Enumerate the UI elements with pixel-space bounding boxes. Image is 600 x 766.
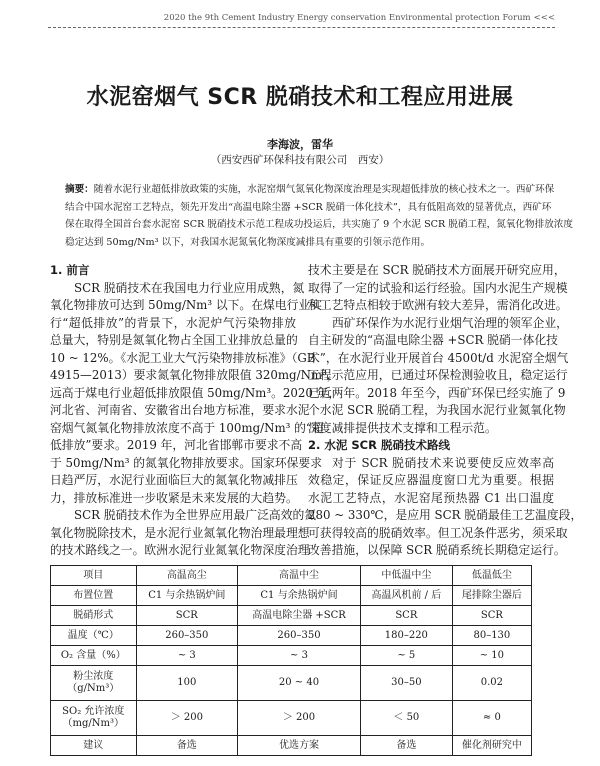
body-column-left (50, 262, 341, 560)
body-text-line: 10 ~ 12%。《水泥工业大气污染物排放标准》（GB (50, 350, 316, 365)
abstract-line (65, 183, 555, 201)
table-cell: ＞ 200 (136, 701, 238, 736)
body-text-line: 和工艺特点相较于欧洲有较大差异，需消化改进。 (308, 298, 568, 312)
table-row (51, 586, 532, 606)
running-header (48, 12, 555, 28)
body-text-line: 总量大，特别是氮氧化物占全国工业排放总量的 (50, 333, 298, 347)
body-text-line: 取得了一定的试验和运行经验。国内水泥生产规模 (308, 280, 568, 295)
body-text-line: 自主研发的“高温电除尘器 +SCR 脱硝一体化技 (308, 333, 558, 347)
body-text-line: 西矿环保作为水泥行业烟气治理的领军企业， (332, 315, 568, 330)
table-row-label: 粉尘浓度 （g/Nm³） (51, 666, 137, 701)
body-text-line: SCR 脱硝技术作为全世界应用最广泛高效的氮 (74, 508, 317, 522)
body-text-line: 力，排放标准进一步收紧是未来发展的大趋势。 (50, 490, 298, 505)
table-row (51, 626, 532, 646)
table-cell: C1 与余热锅炉间 (136, 586, 238, 606)
table-cell: 高温风机前 / 后 (360, 586, 452, 606)
table-cell: 0.02 (452, 666, 531, 701)
body-text-line: 可获得较高的脱硝效率。但工况条件恶劣，须采取 (308, 525, 568, 540)
body-text-line: 窑烟气氮氧化物排放浓度不高于 100mg/Nm³ 的“超 (50, 420, 324, 435)
table-cell: 优选方案 (238, 736, 361, 756)
table-row-label: SO₂ 允许浓度 （mg/Nm³） (51, 701, 137, 736)
table-header-cell: 高温高尘 (136, 566, 238, 586)
page-title: 水泥窑烟气 SCR 脱硝技术和工程应用进展 (86, 85, 514, 110)
body-text-line: 的技术路线之一。欧洲水泥行业氮氧化物深度治理 (50, 543, 310, 557)
table-cell: 催化剂研究中 (452, 736, 531, 756)
table-cell: 30–50 (360, 666, 452, 701)
abstract-line: 结合中国水泥窑工艺特点，领先开发出“高温电除尘器 +SCR 脱硝一体化技术”，具有低阻高效的显著优点，西矿环 (65, 201, 552, 213)
table-cell: ~ 5 (360, 646, 452, 666)
body-text-line: 行“超低排放”的背景下，水泥炉气污染物排放 (50, 315, 296, 330)
table-cell: SCR (360, 606, 452, 626)
section-heading: 2. 水泥 SCR 脱硝技术路线 (308, 438, 450, 452)
body-text-line: 280 ~ 330℃，是应用 SCR 脱硝最佳工艺温度段， (308, 508, 583, 522)
table-header-cell: 高温中尘 (238, 566, 361, 586)
table-cell: 260–350 (238, 626, 361, 646)
table-cell: ~ 3 (136, 646, 238, 666)
affiliation: （西安西矿环保科技有限公司 西安） (210, 154, 390, 166)
body-text-line: 4915—2013）要求氮氧化物排放限值 320mg/Nm³， (50, 368, 339, 382)
table-row-label: 温度（℃） (51, 626, 137, 646)
abstract-line: 保在取得全国首台套水泥窑 SCR 脱硝技术示范工程成功投运后，共实施了 9 个水泥 SCR 脱硝工程，氮氧化物排放浓度 (65, 219, 573, 230)
body-text-line: 河北省、河南省、安徽省出台地方标准，要求水泥 (50, 403, 310, 417)
body-text-line: 氧化物排放可达到 50mg/Nm³ 以下。在煤电行业实 (50, 298, 323, 312)
authors: 李海波，雷华 (267, 138, 333, 151)
body-text-line: 氧化物脱除技术，是水泥行业氮氧化物治理最理想 (50, 525, 310, 540)
table-cell: 尾排除尘器后 (452, 586, 531, 606)
body-text-line: SCR 脱硝技术在我国电力行业应用成熟，氮 (74, 280, 305, 295)
abstract-line: 稳定达到 50mg/Nm³ 以下，对我国水泥氮氧化物深度减排具有重要的引领示范作用。 (65, 236, 431, 248)
body-text-line: 已近两年。2018 年至今，西矿环保已经实施了 9 (308, 385, 566, 400)
body-text-line: 个水泥 SCR 脱硝工程，为我国水泥行业氮氧化物 (308, 403, 566, 417)
body-text-line: 低排放”要求。2019 年，河北省邯郸市要求不高 (50, 438, 303, 452)
body-text-line: 远高于煤电行业超低排放限值 50mg/Nm³。2020 年， (50, 385, 341, 400)
body-text-line: 于 50mg/Nm³ 的氮氧化物排放要求。国家环保要求 (50, 455, 323, 470)
table-row-label: O₂ 含量（%） (51, 646, 137, 666)
table-cell: C1 与余热锅炉间 (238, 586, 361, 606)
body-text-line: 对于 SCR 脱硝技术来说要使反应效率高 (332, 455, 554, 470)
table-cell: 180–220 (360, 626, 452, 646)
table-row-label: 脱硝形式 (51, 606, 137, 626)
abstract (65, 183, 573, 253)
table-row (51, 666, 532, 701)
table-cell: 备选 (136, 736, 238, 756)
table-header-cell: 低温低尘 (452, 566, 531, 586)
table-row (51, 646, 532, 666)
table-cell: 高温电除尘器 +SCR (238, 606, 361, 626)
body-text-line: 改善措施，以保障 SCR 脱硝系统长期稳定运行。 (308, 543, 566, 557)
table-cell: SCR (136, 606, 238, 626)
table-header-cell: 项目 (51, 566, 137, 586)
table-row (51, 606, 532, 626)
body-text-line: 术”，在水泥行业开展首台 4500t/d 水泥窑全烟气 (308, 350, 569, 365)
table-cell: 20 ~ 40 (238, 666, 361, 701)
table-cell: ＜ 50 (360, 701, 452, 736)
table-row-label: 布置位置 (51, 586, 137, 606)
section-heading: 1. 前言 (50, 263, 90, 277)
abstract-label: 摘要： (65, 184, 94, 195)
body-text-line: 日趋严厉，水泥行业面临巨大的氮氧化物减排压 (50, 473, 298, 487)
table-cell: SCR (452, 606, 531, 626)
running-header-text: 2020 the 9th Cement Industry Energy conservation Environmental protection Forum (163, 13, 531, 23)
body-column-right (308, 262, 583, 560)
body-text-line: 工程示范应用，已通过环保检测验收且，稳定运行 (308, 368, 568, 382)
comparison-table (50, 565, 532, 756)
table-cell: ≈ 0 (452, 701, 531, 736)
table-cell: ~ 3 (238, 646, 361, 666)
table-row-label: 建议 (51, 736, 137, 756)
chevron-mark-icon: <<< (533, 13, 555, 23)
table-cell: ＞ 200 (238, 701, 361, 736)
table-cell: 100 (136, 666, 238, 701)
body-text-line: 深度减排提供技术支撑和工程示范。 (308, 420, 497, 435)
table-header-row (51, 566, 532, 586)
table-row (51, 701, 532, 736)
table-cell: 260–350 (136, 626, 238, 646)
table-cell: ~ 10 (452, 646, 531, 666)
abstract-text: 随着水泥行业超低排放政策的实施，水泥窑烟气氮氧化物深度治理是实现超低排放的核心技术之一。西矿环保 (93, 184, 555, 195)
table-row (51, 736, 532, 756)
body-text-line: 效稳定，保证反应器温度窗口尤为重要。根据 (308, 473, 554, 487)
table-cell: 备选 (360, 736, 452, 756)
table-header-cell: 中低温中尘 (360, 566, 452, 586)
body-text-line: 技术主要是在 SCR 脱硝技术方面展开研究应用， (308, 263, 566, 277)
body-text-line: 水泥工艺特点，水泥窑尾预热器 C1 出口温度 (308, 490, 554, 505)
table-cell: 80–130 (452, 626, 531, 646)
